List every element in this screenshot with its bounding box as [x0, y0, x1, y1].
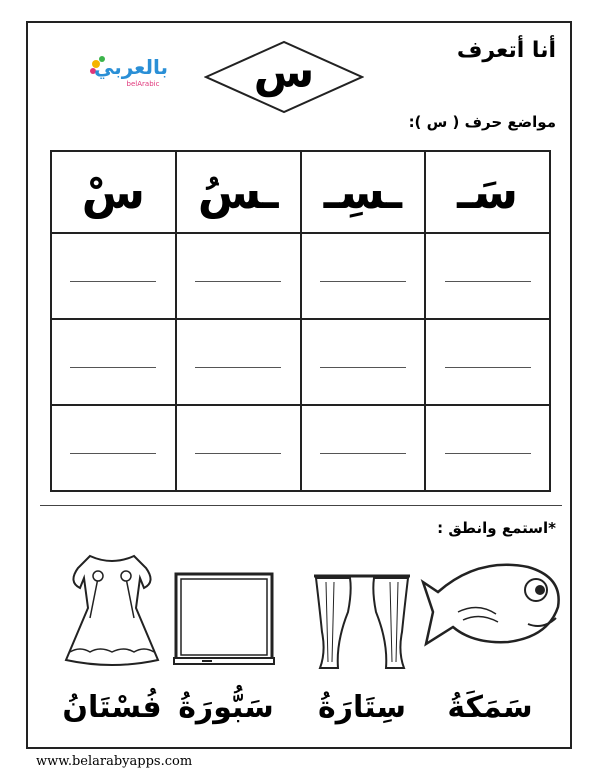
word-fish: سَمَكَةُ — [447, 690, 533, 725]
writing-line — [445, 453, 531, 454]
writing-cell[interactable] — [425, 405, 550, 491]
table-row — [51, 405, 550, 491]
fish-icon — [418, 552, 568, 662]
dress-icon — [60, 548, 164, 672]
writing-cell[interactable] — [176, 319, 301, 405]
table-row — [51, 319, 550, 405]
writing-cell[interactable] — [301, 319, 426, 405]
footer-url[interactable]: www.belarabyapps.com — [36, 754, 193, 769]
blackboard-icon — [172, 570, 276, 670]
writing-line — [195, 367, 281, 368]
writing-line — [320, 367, 406, 368]
featured-letter: س — [253, 47, 315, 98]
table-row — [51, 233, 550, 319]
writing-cell[interactable] — [51, 233, 176, 319]
writing-line — [70, 367, 156, 368]
position-cell: سْ — [51, 151, 176, 233]
logo-text: بالعربي — [93, 55, 168, 79]
position-cell: ـسُ — [176, 151, 301, 233]
table-header-row — [51, 151, 550, 233]
writing-cell[interactable] — [301, 233, 426, 319]
position-cell: سَـ — [425, 151, 550, 233]
writing-line — [195, 281, 281, 282]
writing-line — [320, 281, 406, 282]
writing-line — [195, 453, 281, 454]
writing-line — [70, 453, 156, 454]
word-curtain: سِتَارَةُ — [318, 690, 406, 725]
curtain-icon — [312, 572, 412, 672]
section-heading-positions: مواضع حرف ( س ): — [408, 113, 556, 131]
letter-position-table — [50, 150, 551, 492]
section-divider — [40, 505, 562, 506]
writing-cell[interactable] — [176, 233, 301, 319]
writing-line — [320, 453, 406, 454]
writing-cell[interactable] — [51, 319, 176, 405]
writing-cell[interactable] — [425, 233, 550, 319]
writing-cell[interactable] — [176, 405, 301, 491]
word-dress: فُسْتَانُ — [62, 690, 162, 725]
writing-cell[interactable] — [301, 405, 426, 491]
section-heading-listen: *استمع وانطق : — [437, 519, 556, 537]
word-blackboard: سَبُّورَةُ — [178, 690, 274, 725]
writing-cell[interactable] — [51, 405, 176, 491]
page-title: أنا أتعرف — [456, 38, 556, 63]
logo-subtext: belArabic — [126, 80, 160, 88]
position-cell: ـسِـ — [301, 151, 426, 233]
writing-line — [445, 281, 531, 282]
writing-cell[interactable] — [425, 319, 550, 405]
writing-line — [445, 367, 531, 368]
writing-line — [70, 281, 156, 282]
